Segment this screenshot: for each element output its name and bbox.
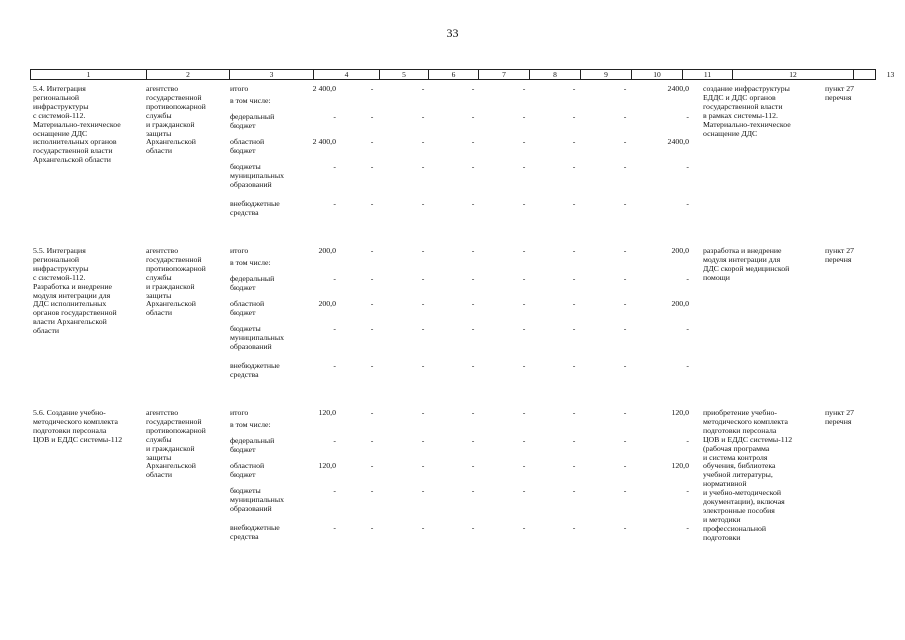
cell-col6-value: -	[421, 274, 425, 283]
cell-col5-value: -	[370, 408, 374, 417]
cell-col7-value: -	[471, 162, 475, 171]
cell-col4-value: -	[333, 436, 336, 445]
cell-event-name: 5.4. Интеграция региональной инфраструктуры с системой-112. Материально-техническое оснащение ДДС исполнительных органов государственной власти Архангельской области	[33, 84, 121, 165]
cell-col5-value: -	[370, 324, 374, 333]
cell-reference: пункт 27 перечня	[825, 408, 855, 426]
cell-col6-value: -	[421, 137, 425, 146]
cell-col11-value: -	[686, 199, 689, 208]
cell-result: разработка и внедрение модуля интеграции для ДДС скорой медицинской помощи	[703, 246, 790, 282]
cell-col11-value: -	[686, 162, 689, 171]
cell-source-label: бюджеты муниципальных образований	[230, 162, 284, 189]
cell-col5-value: -	[370, 162, 374, 171]
cell-col11-value: 2400,0	[667, 137, 689, 146]
cell-col8-value: -	[522, 112, 526, 121]
header-cell-8: 8	[529, 70, 580, 79]
cell-col8-value: -	[522, 436, 526, 445]
cell-col7-value: -	[471, 486, 475, 495]
cell-col8-value: -	[522, 246, 526, 255]
cell-source-label: федеральный бюджет	[230, 274, 275, 292]
cell-col8-value: -	[522, 486, 526, 495]
cell-col6-value: -	[421, 112, 425, 121]
cell-col8-value: -	[522, 324, 526, 333]
cell-col10-value: -	[623, 408, 627, 417]
cell-col8-value: -	[522, 523, 526, 532]
cell-source-label: областной бюджет	[230, 299, 265, 317]
cell-source-label: федеральный бюджет	[230, 436, 275, 454]
cell-col5-value: -	[370, 299, 374, 308]
cell-col10-value: -	[623, 324, 627, 333]
cell-source-label: областной бюджет	[230, 137, 265, 155]
cell-col7-value: -	[471, 199, 475, 208]
cell-col7-value: -	[471, 137, 475, 146]
cell-col6-value: -	[421, 162, 425, 171]
cell-col8-value: -	[522, 408, 526, 417]
cell-col8-value: -	[522, 199, 526, 208]
cell-col6-value: -	[421, 461, 425, 470]
cell-col6-value: -	[421, 324, 425, 333]
cell-col7-value: -	[471, 436, 475, 445]
cell-col9-value: -	[572, 274, 576, 283]
cell-col9-value: -	[572, 84, 576, 93]
cell-col4-value: -	[333, 274, 336, 283]
cell-col10-value: -	[623, 274, 627, 283]
cell-col11-value: 200,0	[671, 246, 689, 255]
header-cell-10: 10	[631, 70, 682, 79]
header-cell-1: 1	[86, 70, 91, 79]
cell-executor: агентство государственной противопожарной службы и гражданской защиты Архангельской области	[146, 84, 206, 156]
cell-col7-value: -	[471, 274, 475, 283]
cell-source-label: внебюджетные средства	[230, 199, 280, 217]
cell-col6-value: -	[421, 84, 425, 93]
cell-col9-value: -	[572, 361, 576, 370]
table-header-row	[30, 69, 895, 80]
cell-col11-value: 200,0	[671, 299, 689, 308]
page-number: 33	[446, 26, 459, 40]
cell-col11-value: -	[686, 486, 689, 495]
cell-col6-value: -	[421, 408, 425, 417]
cell-col5-value: -	[370, 361, 374, 370]
cell-col5-value: -	[370, 461, 374, 470]
cell-source-label: внебюджетные средства	[230, 523, 280, 541]
header-cell-2: 2	[146, 70, 229, 79]
cell-col4-value: -	[333, 361, 336, 370]
cell-source-label: в том числе:	[230, 420, 271, 429]
cell-executor: агентство государственной противопожарной службы и гражданской защиты Архангельской области	[146, 246, 206, 318]
cell-col6-value: -	[421, 199, 425, 208]
cell-source-label: федеральный бюджет	[230, 112, 275, 130]
cell-reference: пункт 27 перечня	[825, 246, 855, 264]
cell-col7-value: -	[471, 84, 475, 93]
cell-col5-value: -	[370, 274, 374, 283]
cell-result: создание инфраструктуры ЕДДС и ДДС органов государственной власти в рамках системы-112. Материально-техническое оснащение ДДС	[703, 84, 791, 138]
cell-col5-value: -	[370, 486, 374, 495]
cell-col7-value: -	[471, 324, 475, 333]
cell-source-label: в том числе:	[230, 258, 271, 267]
cell-col4-value: 2 400,0	[312, 137, 336, 146]
cell-col4-value: -	[333, 199, 336, 208]
cell-col6-value: -	[421, 436, 425, 445]
cell-col10-value: -	[623, 199, 627, 208]
cell-col4-value: -	[333, 112, 336, 121]
cell-col5-value: -	[370, 523, 374, 532]
cell-col9-value: -	[572, 436, 576, 445]
cell-col8-value: -	[522, 461, 526, 470]
cell-col9-value: -	[572, 486, 576, 495]
cell-source-label: итого	[230, 84, 249, 93]
cell-source-label: итого	[230, 408, 249, 417]
cell-col9-value: -	[572, 408, 576, 417]
cell-col6-value: -	[421, 523, 425, 532]
cell-col11-value: 120,0	[671, 461, 689, 470]
cell-col5-value: -	[370, 84, 374, 93]
cell-col7-value: -	[471, 523, 475, 532]
cell-col6-value: -	[421, 299, 425, 308]
header-cell-7: 7	[478, 70, 529, 79]
cell-col5-value: -	[370, 436, 374, 445]
header-cell-11: 11	[682, 70, 732, 79]
cell-result: приобретение учебно- методического комплекта подготовки персонала ЦОВ и ЕДДС системы-112 (рабочая программа и система контроля обучения, библиотека учебной литературы, нормативной и учебно-методической документации), включая электронные пособия и методики профессиональной подготовки	[703, 408, 793, 542]
cell-col4-value: 120,0	[318, 461, 336, 470]
cell-col11-value: 120,0	[671, 408, 689, 417]
header-cell-4: 4	[313, 70, 379, 79]
cell-col11-value: -	[686, 523, 689, 532]
cell-executor: агентство государственной противопожарной службы и гражданской защиты Архангельской области	[146, 408, 206, 480]
cell-col10-value: -	[623, 436, 627, 445]
cell-col11-value: -	[686, 274, 689, 283]
cell-col10-value: -	[623, 299, 627, 308]
cell-col11-value: -	[686, 112, 689, 121]
cell-source-label: итого	[230, 246, 249, 255]
cell-col9-value: -	[572, 324, 576, 333]
cell-col5-value: -	[370, 112, 374, 121]
cell-source-label: внебюджетные средства	[230, 361, 280, 379]
cell-reference: пункт 27 перечня	[825, 84, 855, 102]
cell-source-label: в том числе:	[230, 96, 271, 105]
cell-col4-value: 120,0	[318, 408, 336, 417]
cell-col11-value: -	[686, 361, 689, 370]
cell-col10-value: -	[623, 162, 627, 171]
cell-col8-value: -	[522, 137, 526, 146]
cell-source-label: бюджеты муниципальных образований	[230, 486, 284, 513]
cell-col4-value: -	[333, 523, 336, 532]
cell-col4-value: -	[333, 324, 336, 333]
cell-col10-value: -	[623, 246, 627, 255]
cell-col6-value: -	[421, 361, 425, 370]
cell-col9-value: -	[572, 461, 576, 470]
cell-col4-value: -	[333, 162, 336, 171]
cell-col7-value: -	[471, 461, 475, 470]
cell-col4-value: 2 400,0	[312, 84, 336, 93]
cell-col8-value: -	[522, 299, 526, 308]
cell-col10-value: -	[623, 523, 627, 532]
cell-source-label: бюджеты муниципальных образований	[230, 324, 284, 351]
cell-col7-value: -	[471, 246, 475, 255]
cell-col10-value: -	[623, 461, 627, 470]
cell-col4-value: 200,0	[318, 299, 336, 308]
cell-col6-value: -	[421, 246, 425, 255]
cell-col10-value: -	[623, 361, 627, 370]
cell-col9-value: -	[572, 112, 576, 121]
cell-col5-value: -	[370, 137, 374, 146]
cell-source-label: областной бюджет	[230, 461, 265, 479]
cell-col9-value: -	[572, 523, 576, 532]
header-cell-9: 9	[580, 70, 631, 79]
header-cell-12: 12	[732, 70, 853, 79]
cell-col6-value: -	[421, 486, 425, 495]
cell-col9-value: -	[572, 162, 576, 171]
cell-col9-value: -	[572, 299, 576, 308]
cell-col8-value: -	[522, 84, 526, 93]
cell-col7-value: -	[471, 361, 475, 370]
cell-col10-value: -	[623, 486, 627, 495]
cell-col9-value: -	[572, 199, 576, 208]
cell-col4-value: 200,0	[318, 246, 336, 255]
cell-col7-value: -	[471, 299, 475, 308]
cell-event-name: 5.5. Интеграция региональной инфраструктуры с системой-112. Разработка и внедрение модуля интеграции для ДДС исполнительных органов государственной власти Архангельской области	[33, 246, 117, 336]
cell-col7-value: -	[471, 408, 475, 417]
cell-col11-value: 2400,0	[667, 84, 689, 93]
cell-col11-value: -	[686, 324, 689, 333]
cell-col10-value: -	[623, 112, 627, 121]
cell-col7-value: -	[471, 112, 475, 121]
cell-event-name: 5.6. Создание учебно- методического комплекта подготовки персонала ЦОВ и ЕДДС системы-112	[33, 408, 123, 444]
header-cell-5: 5	[379, 70, 428, 79]
cell-col8-value: -	[522, 162, 526, 171]
cell-col9-value: -	[572, 246, 576, 255]
header-cell-13: 13	[853, 70, 905, 79]
cell-col11-value: -	[686, 436, 689, 445]
cell-col8-value: -	[522, 274, 526, 283]
cell-col10-value: -	[623, 137, 627, 146]
cell-col5-value: -	[370, 199, 374, 208]
cell-col8-value: -	[522, 361, 526, 370]
cell-col9-value: -	[572, 137, 576, 146]
cell-col5-value: -	[370, 246, 374, 255]
header-cell-3: 3	[229, 70, 313, 79]
cell-col4-value: -	[333, 486, 336, 495]
cell-col10-value: -	[623, 84, 627, 93]
header-cell-6: 6	[428, 70, 478, 79]
